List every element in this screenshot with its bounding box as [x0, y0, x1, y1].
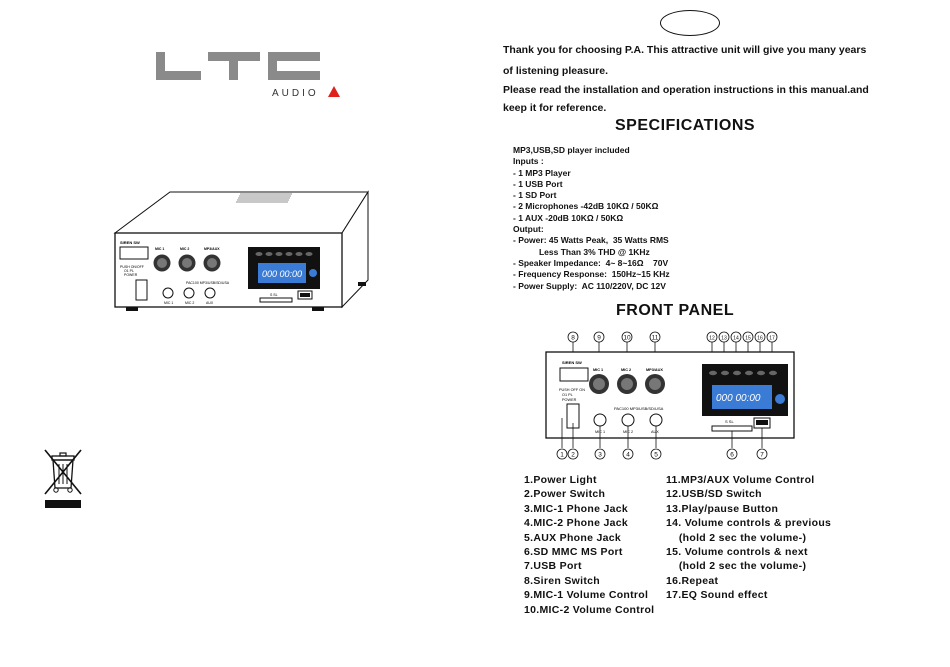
crossed-bin-icon [42, 448, 84, 510]
knob-label: MIC 2 [621, 368, 632, 372]
intro-line-1: Thank you for choosing P.A. This attractive unit will give you many years [503, 44, 867, 56]
knob-label: MIC 2 [180, 247, 190, 251]
sd-label: S SL [270, 293, 278, 297]
parts-list-left [524, 473, 654, 617]
part-item: 13.Play/pause Button [666, 502, 779, 515]
power-label-2: O1 PL [124, 269, 134, 273]
part-item: 8.Siren Switch [524, 574, 600, 587]
spec-line: - Power: 45 Watts Peak, 35 Watts RMS [513, 235, 669, 246]
power-label-3: POWER [124, 273, 138, 277]
part-item: (hold 2 sec the volume-) [666, 560, 807, 573]
part-item: 7.USB Port [524, 560, 582, 573]
jack-label: AUX [651, 430, 659, 434]
callout-1: 1 [560, 451, 564, 459]
power-label-2: O1 PL [562, 393, 573, 397]
callout-13: 13 [721, 335, 727, 342]
callout-8: 8 [571, 334, 575, 342]
part-item: 3.MIC-1 Phone Jack [524, 502, 629, 515]
knob-label: MP3/AUX [204, 247, 220, 251]
siren-label: SIREN SW [120, 240, 140, 245]
parts-list-right [666, 473, 831, 603]
part-item: 5.AUX Phone Jack [524, 531, 622, 544]
lcd-text: 000 00:00 [262, 269, 303, 279]
spec-line: - 1 SD Port [513, 190, 557, 201]
sd-label: S SL [725, 419, 734, 424]
spec-line: Inputs : [513, 156, 544, 167]
brand-sub-text: AUDIO [272, 88, 319, 99]
brand-sub [272, 86, 340, 99]
spec-line: - 1 MP3 Player [513, 167, 571, 178]
part-item: 1.Power Light [524, 474, 597, 486]
model-label: PAC100 MP3/USB/SD/USA [186, 281, 230, 285]
callout-9: 9 [597, 334, 601, 342]
spec-line: Output: [513, 224, 544, 235]
weee-symbol [42, 448, 84, 515]
jack-label: MIC 2 [623, 430, 634, 434]
callout-11: 11 [651, 334, 659, 342]
power-label-3: POWER [562, 398, 577, 402]
callout-6: 6 [730, 451, 734, 459]
jack-label: MIC 1 [595, 430, 606, 434]
callout-17: 17 [769, 335, 775, 342]
spec-line: MP3,USB,SD player included [513, 145, 630, 155]
spec-line: - 1 USB Port [513, 178, 563, 189]
specifications-list [513, 145, 670, 292]
front-panel-title: FRONT PANEL [616, 302, 735, 319]
power-label-1: PUSH ON/OFF [120, 265, 144, 269]
callout-12: 12 [709, 335, 715, 342]
product-illustration [112, 190, 372, 320]
front-panel-diagram [540, 328, 800, 471]
part-item: 15. Volume controls & next [666, 546, 808, 559]
spec-line: Less Than 3% THD @ 1KHz [513, 246, 650, 257]
callout-14: 14 [733, 335, 739, 342]
jack-label: MIC 1 [164, 301, 174, 305]
spec-line: - 2 Microphones -42dB 10KΩ / 50KΩ [513, 201, 659, 212]
part-item: 9.MIC-1 Volume Control [524, 589, 649, 602]
knob-label: MIC 1 [593, 368, 604, 372]
callout-4: 4 [626, 451, 630, 459]
part-item: 10.MIC-2 Volume Control [524, 603, 655, 616]
knob-label: MIC 1 [155, 247, 165, 251]
spec-line: - Speaker Impedance: 4~ 8~16Ω 70V [513, 257, 669, 268]
language-badge [660, 10, 720, 36]
jack-label: MIC 2 [185, 301, 195, 305]
spec-line: - Power Supply: AC 110/220V, DC 12V [513, 280, 666, 291]
red-triangle-icon [328, 86, 340, 97]
jack-label: AUX [206, 301, 214, 305]
callout-5: 5 [654, 451, 658, 459]
intro-line-2: of listening pleasure. [503, 65, 609, 77]
part-item: 17.EQ Sound effect [666, 589, 768, 602]
part-item: 6.SD MMC MS Port [524, 546, 623, 559]
intro-line-4: keep it for reference. [503, 102, 607, 114]
lcd-text: 000 00:00 [716, 393, 761, 404]
part-item: (hold 2 sec the volume-) [666, 531, 807, 544]
power-label-1: PUSH OFF ON [559, 388, 585, 392]
knob-label: MP3/AUX [646, 368, 663, 372]
siren-label: SIREN SW [562, 360, 582, 365]
callout-3: 3 [598, 451, 602, 459]
callout-10: 10 [623, 334, 631, 342]
callout-7: 7 [760, 451, 764, 459]
part-item: 14. Volume controls & previous [666, 517, 832, 530]
callout-2: 2 [571, 451, 575, 459]
knob-group [154, 247, 221, 272]
part-item: 11.MP3/AUX Volume Control [666, 474, 815, 486]
intro-line-3: Please read the installation and operation instructions in this manual.and [503, 84, 869, 96]
callout-15: 15 [745, 335, 751, 342]
spec-line: - Frequency Response: 150Hz~15 KHz [513, 269, 670, 280]
part-item: 16.Repeat [666, 574, 719, 587]
spec-line: - 1 AUX -20dB 10KΩ / 50KΩ [513, 212, 624, 223]
brand-logo [156, 50, 326, 87]
part-item: 2.Power Switch [524, 488, 606, 501]
callout-16: 16 [757, 335, 763, 342]
part-item: 12.USB/SD Switch [666, 488, 762, 501]
model-label: PAC100 MP3/USB/SD/USA [614, 406, 664, 411]
part-item: 4.MIC-2 Phone Jack [524, 517, 629, 530]
ltc-logo-mark [156, 50, 326, 82]
specifications-title: SPECIFICATIONS [615, 117, 756, 134]
